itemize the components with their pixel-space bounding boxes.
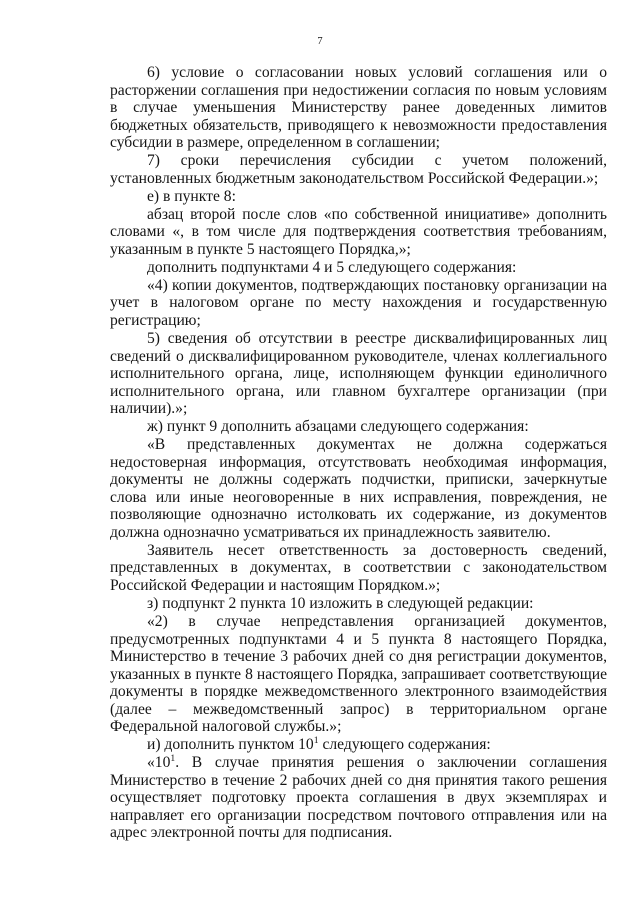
paragraph-item-i-tail: следующего содержания: [318, 736, 491, 754]
paragraph-item-10-1-tail: . В случае принятия решения о заключении соглашения Министерство в течение 2 рабочих дней со дня принятия такого решения осуществляет подготовку проекта соглашения в двух экземплярах и направляет его организации посредством почтового отправления или на адрес электронной почты для подписания. [110, 754, 607, 842]
paragraph-subitem-7: 7) сроки перечисления субсидии с учетом положений, установленных бюджетным законодательством Российской Федерации.»; [110, 152, 607, 187]
paragraph-subitem-4: «4) копии документов, подтверждающих постановку организации на учет в налоговом органе по месту нахождения и государственную регистрацию; [110, 276, 607, 329]
paragraph-item-i [110, 736, 607, 754]
paragraph-item-zh: ж) пункт 9 дополнить абзацами следующего содержания: [147, 418, 529, 436]
superscript-index: 1 [313, 735, 319, 747]
paragraph-add-subitems-intro: дополнить подпунктами 4 и 5 следующего содержания: [147, 258, 517, 276]
paragraph-item-z: з) подпункт 2 пункта 10 изложить в следующей редакции: [147, 594, 534, 612]
superscript-index: 1 [170, 753, 176, 765]
paragraph-item-10-1-text: «10 [147, 754, 171, 772]
paragraph-subitem-6: 6) условие о согласовании новых условий соглашения или о расторжении соглашения при недостижении согласия по новым условиям в случае уменьшения Министерству ранее доведенных лимитов бюджетных обязательств, приводящего к невозможности предоставления субсидии в размере, определенном в соглашении; [110, 64, 607, 151]
paragraph-item-e: е) в пункте 8: [147, 187, 236, 205]
document-body [110, 64, 607, 842]
paragraph-documents-requirements: «В представленных документах не должна содержаться недостоверная информация, отсутствовать необходимая информация, документы не должны содержать подчистки, приписки, зачеркнутые слова или иные неоговоренные в них исправления, повреждения, не позволяющие однозначно истолковать их содержание, из документов должна однозначно усматриваться их принадлежность заявителю. [110, 436, 607, 541]
paragraph-applicant-responsibility: Заявитель несет ответственность за достоверность сведений, представленных в документах, в соответствии с законодательством Российской Федерации и настоящим Порядком.»; [110, 541, 607, 594]
paragraph-item-i-text: и) дополнить пунктом 10 [147, 736, 314, 754]
page-number: 7 [317, 36, 323, 47]
paragraph-subitem-5: 5) сведения об отсутствии в реестре дисквалифицированных лиц сведений о дисквалифицированном руководителе, членах коллегиального исполнительного органа, лице, исполняющем функции единоличного исполнительного органа, или главном бухгалтере организации (при наличии).»; [110, 330, 607, 418]
paragraph-item-e-amendment: абзац второй после слов «по собственной инициативе» дополнить словами «, в том числе для подтверждения соответствия требованиям, указанным в пункте 5 настоящего Порядка,»; [110, 205, 607, 258]
paragraph-subitem-2-new-wording: «2) в случае непредставления организацией документов, предусмотренных подпунктами 4 и 5 пункта 8 настоящего Порядка, Министерство в течение 3 рабочих дней со дня регистрации документов, указанных в пункте 8 настоящего Порядка, запрашивает соответствующие документы в порядке межведомственного электронного взаимодействия (далее – межведомственный запрос) в территориальном органе Федеральной налоговой службы.»; [110, 613, 607, 736]
paragraph-item-10-1 [110, 754, 607, 842]
